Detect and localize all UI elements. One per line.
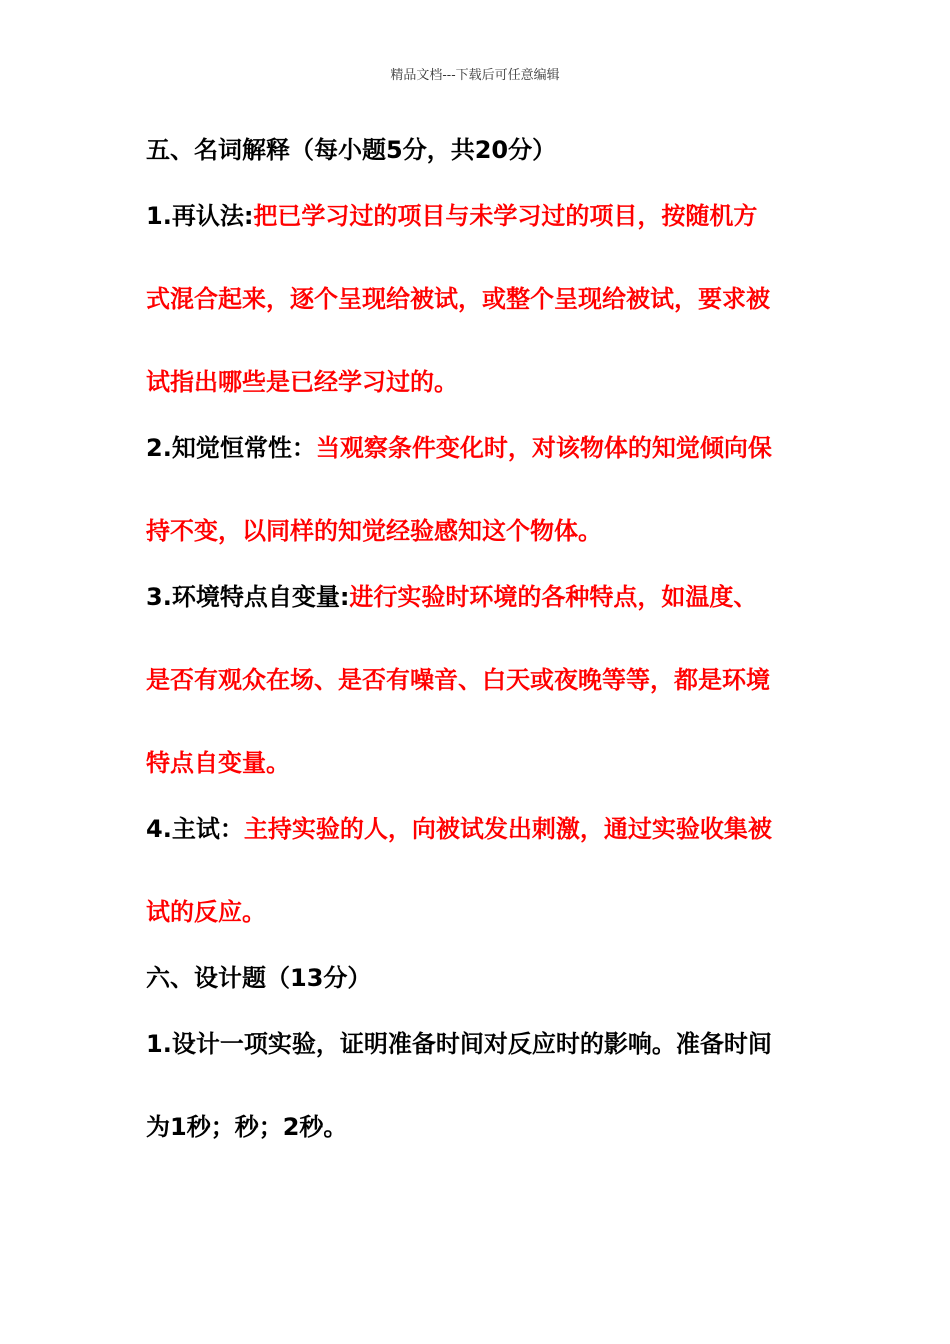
section-title: 六、设计题（13分）: [146, 964, 372, 992]
definition-item-1: [146, 200, 826, 232]
question-text: 1.设计一项实验，证明准备时间对反应时的影响。准备时间: [146, 1030, 772, 1058]
term-label: 3.环境特点自变量:: [146, 583, 350, 611]
definition-text: 是否有观众在场、是否有噪音、白天或夜晚等等，都是环境: [146, 666, 770, 694]
definition-text: 把已学习过的项目与未学习过的项目，按随机方: [253, 202, 758, 230]
term-label: 4.主试：: [146, 815, 244, 843]
definition-item-2: [146, 432, 826, 464]
definition-text: 进行实验时环境的各种特点，如温度、: [349, 583, 758, 611]
definition-text: 试的反应。: [146, 898, 266, 926]
page-header: 精品文档---下载后可任意编辑: [390, 68, 560, 83]
definition-text: 式混合起来，逐个呈现给被试，或整个呈现给被试，要求被: [146, 285, 770, 313]
term-label: 1.再认法:: [146, 202, 254, 230]
definition-text: 特点自变量。: [146, 749, 290, 777]
definition-text: 试指出哪些是已经学习过的。: [146, 368, 458, 396]
definition-text: 当观察条件变化时，对该物体的知觉倾向保: [315, 434, 772, 462]
definition-text: 持不变，以同样的知觉经验感知这个物体。: [146, 517, 602, 545]
term-label: 2.知觉恒常性：: [146, 434, 316, 462]
section-title: 五、名词解释（每小题5分，共20分）: [146, 136, 557, 164]
question-text: 为1秒；秒；2秒。: [146, 1113, 348, 1141]
definition-item-4: [146, 813, 826, 845]
definition-text: 主持实验的人，向被试发出刺激，通过实验收集被: [243, 815, 772, 843]
definition-item-3: [146, 581, 826, 613]
